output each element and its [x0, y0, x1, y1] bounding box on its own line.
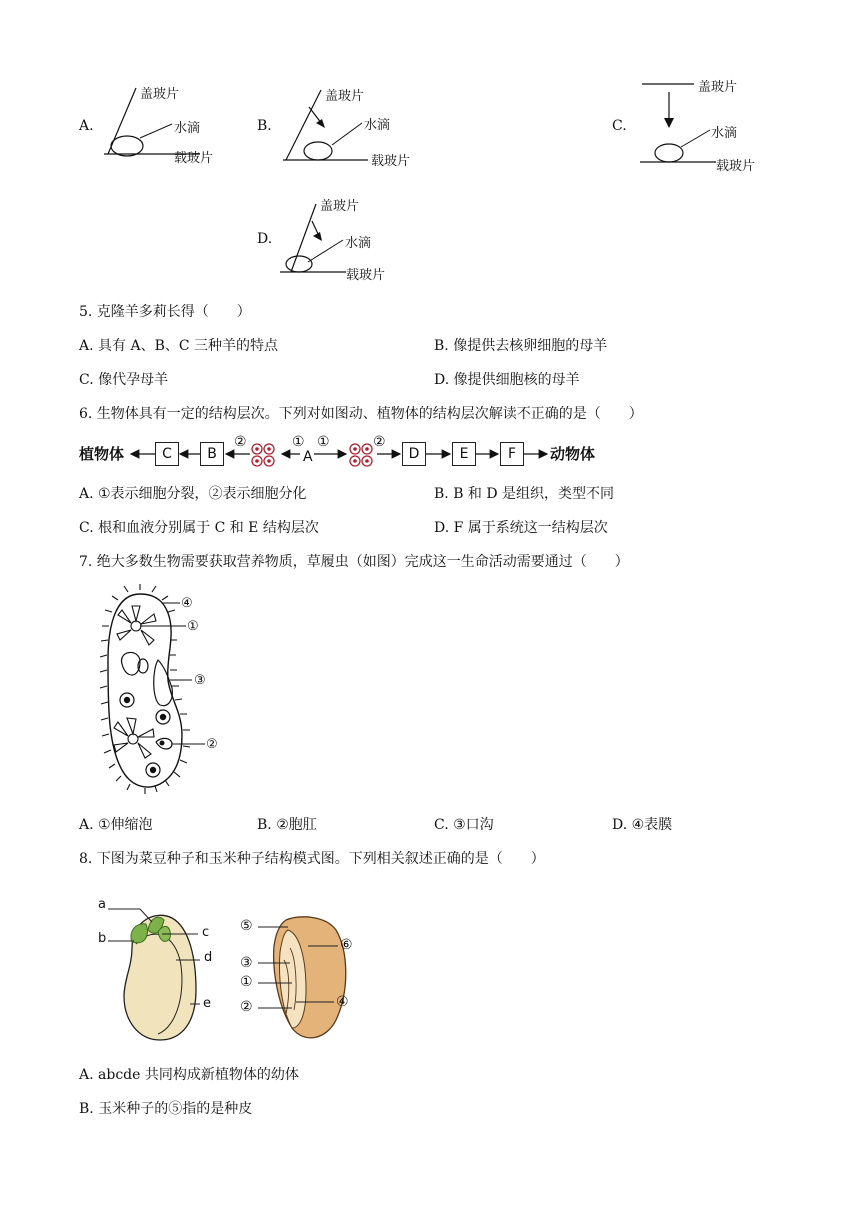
corn-label-6: ⑥ [340, 937, 353, 953]
label-2: ② [206, 737, 218, 752]
question-stem: 8. 下图为菜豆种子和玉米种子结构模式图。下列相关叙述正确的是（ ） [79, 851, 545, 867]
option-b: B. B 和 D 是组织，类型不同 [434, 486, 615, 502]
question-stem: 5. 克隆羊多莉长得（ ） [79, 304, 251, 320]
option-b: B. 像提供去核卵细胞的母羊 [434, 338, 608, 354]
slide-label: 载玻片 [371, 154, 411, 169]
option-a: A. 具有 A、B、C 三种羊的特点 [79, 338, 279, 354]
water-drop-label: 水滴 [174, 121, 201, 136]
question-stem: 7. 绝大多数生物需要获取营养物质，草履虫（如图）完成这一生命活动需要通过（ ） [79, 554, 629, 570]
bean-label-e: e [203, 996, 211, 1011]
option-d: D. ④表膜 [612, 817, 673, 833]
label-4: ④ [181, 596, 193, 611]
bean-label-c: c [202, 925, 210, 940]
option-a: A. ①表示细胞分裂，②表示细胞分化 [79, 486, 307, 502]
arrow-2-label: ② [373, 434, 386, 450]
water-drop-label: 水滴 [711, 126, 738, 141]
label-1: ① [187, 619, 199, 634]
animal-label: 动物体 [550, 445, 596, 463]
cover-slip-label: 盖玻片 [320, 199, 360, 214]
corn-label-1: ① [240, 974, 253, 990]
corn-seed-diagram [0, 0, 1, 1]
box-b: B [200, 442, 224, 466]
option-c: C. 像代孕母羊 [79, 372, 169, 388]
arrow-2-label: ② [234, 434, 247, 450]
bean-label-b: b [98, 931, 107, 946]
option-d: D. F 属于系统这一结构层次 [434, 520, 608, 536]
option-d: D. 像提供细胞核的母羊 [434, 372, 580, 388]
option-a: A. ①伸缩泡 [79, 817, 153, 833]
corn-label-4: ④ [336, 994, 349, 1010]
cell-a-label: A [303, 449, 313, 465]
box-e: E [452, 442, 476, 466]
option-c: C. ③口沟 [434, 817, 494, 833]
option-b-letter: B. [257, 118, 272, 134]
corn-label-2: ② [240, 999, 253, 1015]
option-c: C. 根和血液分别属于 C 和 E 结构层次 [79, 520, 319, 536]
bean-label-d: d [204, 950, 213, 965]
cover-slip-label: 盖玻片 [140, 87, 180, 102]
box-d: D [402, 442, 426, 466]
box-f: F [500, 442, 524, 466]
box-c: C [155, 442, 179, 466]
slide-label: 载玻片 [346, 268, 386, 283]
question-stem: 6. 生物体具有一定的结构层次。下列对如图动、植物体的结构层次解读不正确的是（ ） [79, 406, 643, 422]
option-a: A. abcde 共同构成新植物体的幼体 [79, 1067, 299, 1083]
slide-label: 载玻片 [716, 159, 756, 174]
cover-slip-label: 盖玻片 [325, 89, 365, 104]
arrow-1-label: ① [292, 434, 305, 450]
water-drop-label: 水滴 [364, 118, 391, 133]
option-d-letter: D. [257, 231, 273, 247]
corn-label-5: ⑤ [240, 918, 253, 934]
option-c-letter: C. [612, 118, 627, 134]
slide-label: 载玻片 [174, 151, 214, 166]
water-drop-label: 水滴 [345, 236, 372, 251]
option-b: B. 玉米种子的⑤指的是种皮 [79, 1101, 253, 1117]
corn-label-3: ③ [240, 955, 253, 971]
plant-label: 植物体 [79, 445, 125, 463]
option-a-letter: A. [79, 118, 94, 134]
bean-label-a: a [98, 897, 106, 912]
cover-slip-label: 盖玻片 [698, 80, 738, 95]
label-3: ③ [194, 673, 206, 688]
arrow-1-label: ① [317, 434, 330, 450]
option-b: B. ②胞肛 [257, 817, 317, 833]
